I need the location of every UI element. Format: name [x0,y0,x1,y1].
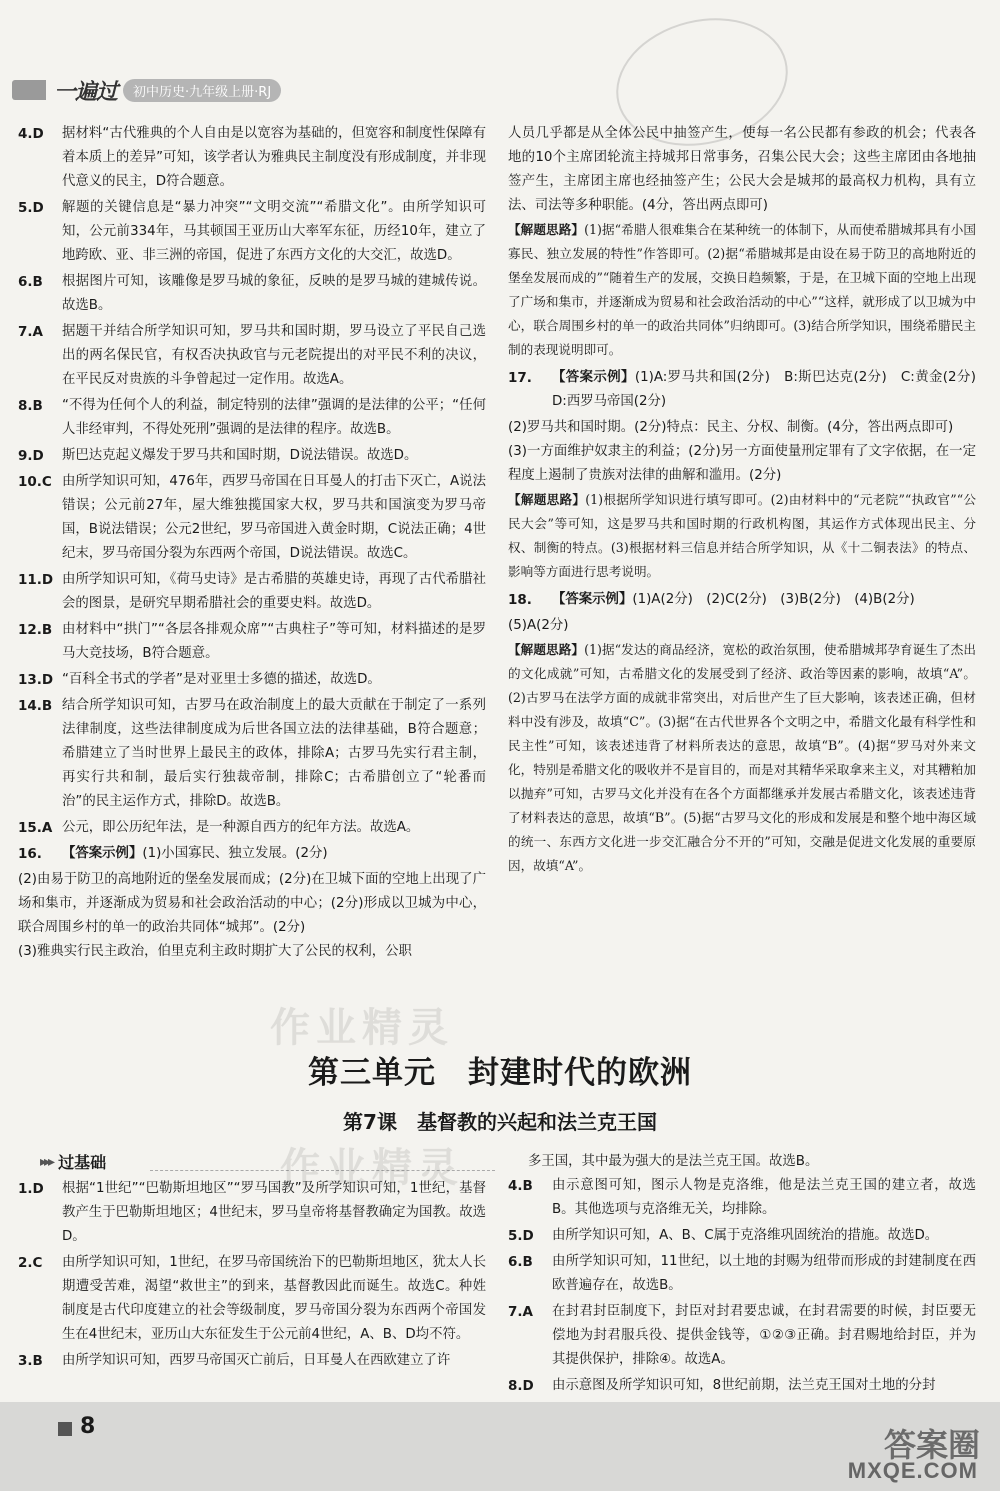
item-text [62,842,486,866]
answer-item [18,694,486,814]
answer-item [18,668,486,692]
item-text: 根据“1世纪”“巴勒斯坦地区”“罗马国教”及所学知识可知，1世纪，基督教产生于巴勒斯坦地区；4世纪末，罗马皇帝将基督教确定为国教。故选D。 [62,1181,486,1244]
answer-item [18,444,486,468]
answer-text: (1)A(2分) (2)C(2分) (3)B(2分) (4)B(2分) [632,592,915,607]
answer-tag: 【答案示例】 [552,370,635,385]
analysis-tag: 【解题思路】 [508,642,585,657]
answer-item [18,270,486,318]
item-number: 2.C [18,1255,43,1271]
item-text: 由所学知识可知，《荷马史诗》是古希腊的英雄史诗，再现了古代希腊社会的图景，是研究早期希腊社会的重要史料。故选D。 [62,572,486,611]
answer-text: (1)小国寡民、独立发展。(2分) [142,846,328,861]
item-number: 8.B [18,398,43,414]
item-number: 18. [508,592,532,608]
lesson-title: 第7课 基督教的兴起和法兰克王国 [343,1110,657,1134]
answer-item [18,196,486,268]
item-text: 由示意图可知，图示人物是克洛维，他是法兰克王国的建立者，故选B。其他选项与克洛维无关，均排除。 [552,1178,976,1217]
item-text: 由所学知识可知，1世纪，在罗马帝国统治下的巴勒斯坦地区，犹太人长期遭受苦难，渴望“救世主”的到来，基督教因此而诞生。故选C。种姓制度是古代印度建立的社会等级制度，罗马帝国分裂为东西两个帝国发生在4世纪末，亚历山大东征发生于公元前4世纪，A、B、D均不符。 [62,1255,486,1342]
item-number: 8.D [508,1378,534,1394]
brand [12,78,281,105]
answer-item-18 [508,588,976,612]
subject-pill: 初中历史·九年级上册·RJ [123,79,281,102]
item-number: 7.A [508,1304,533,1320]
left-column [18,122,486,964]
item-number: 10.C [18,474,52,490]
answer-tag: 【答案示例】 [62,846,143,861]
item-text: “不得为任何个人的利益，制定特别的法律”强调的是法律的公平；“任何人非经审判，不得处死刑”强调的是法律的程序。故选B。 [62,398,486,437]
item-number: 15.A [18,820,53,836]
answer-item [18,1251,486,1347]
answer-18-part2: (5)A(2分) [508,618,569,633]
section-label: 过基础 [58,1153,107,1172]
answer-17-part3: (3)一方面维护奴隶主的利益；(2分)另一方面使量刑定罪有了文字依据，在一定程度上遏制了贵族对法律的曲解和滥用。(2分) [508,444,976,483]
item-number: 1.D [18,1181,44,1197]
unit-title: 第三单元 封建时代的欧洲 [308,1055,692,1091]
item-text: 公元，即公历纪年法，是一种源自西方的纪年方法。故选A。 [62,820,420,835]
section-header [40,1150,106,1173]
page-number: 8 [80,1414,96,1439]
bottom-left-column [18,1177,486,1375]
item-text: 由材料中“拱门”“各层各排观众席”“古典柱子”等可知，材料描述的是罗马大竞技场，B符合题意。 [62,622,486,661]
item-number: 7.A [18,324,43,340]
answer-16-part3: (3)雅典实行民主政治，伯里克利主政时期扩大了公民的权利，公职 [18,944,412,959]
answer-item [18,1349,486,1373]
watermark-logo: 答案圈 [883,1426,980,1464]
answer-item [508,1224,976,1248]
item-text: 根据图片可知，该雕像是罗马城的象征，反映的是罗马城的建城传说。故选B。 [62,274,486,313]
answer-item [18,618,486,666]
item-text: 在封君封臣制度下，封臣对封君要忠诚，在封君需要的时候，封臣要无偿地为封君服兵役、提供金钱等，①②③正确。封君赐地给封臣，并为其提供保护，排除④。故选A。 [552,1304,976,1367]
answer-tag: 【答案示例】 [552,592,633,607]
item-text [552,588,976,612]
brand-bar [12,80,46,100]
page-header [0,0,1000,104]
answer-item [18,122,486,194]
faint-watermark: 作业精灵 [280,1145,464,1191]
chevron-marks-icon: ▸▸▸ [40,1153,53,1170]
item-number: 4.B [508,1178,533,1194]
item-text: 据题干并结合所学知识可知，罗马共和国时期，罗马设立了平民自己选出的两名保民官，有权否决执政官与元老院提出的对平民不利的决议，在平民反对贵族的斗争曾起过一定作用。故选A。 [62,324,486,387]
item-number: 6.B [508,1254,533,1270]
analysis-text: (1)根据所学知识进行填写即可。(2)由材料中的“元老院”“执政官”“公民大会”等可知，这是罗马共和国时期的行政机构图，其运作方式体现出民主、分权、制衡的特点。(3)根据材料三信息并结合所学知识，从《十二铜表法》的特点、影响等方面进行思考说明。 [508,492,977,579]
answer-16-continued: 人员几乎都是从全体公民中抽签产生，使每一名公民都有参政的机会；代表各地的10个主席团轮流主持城邦日常事务，召集公民大会；这些主席团由各地抽签产生，主席团主席也经抽签产生；公民大会是城邦的最高权力机构，具有立法、司法等多种职能。(4分，答出两点即可) [508,126,976,213]
item-text: 据材料“古代雅典的个人自由是以宽容为基础的，但宽容和制度性保障有着本质上的差异”可知，该学者认为雅典民主制度没有形成制度，并非现代意义的民主，D符合题意。 [62,126,486,189]
bottom-right-column [508,1150,976,1400]
analysis-18 [508,638,976,878]
answer-item [508,1250,976,1298]
answer-item [18,320,486,392]
answer-item [18,816,486,840]
item-text: 由示意图及所学知识可知，8世纪前期，法兰克王国对土地的分封 [552,1378,936,1393]
answer-item [508,1174,976,1222]
faint-watermark: 作业精灵 [270,1005,454,1051]
analysis-17 [508,488,976,584]
item-number: 5.D [18,200,44,216]
analysis-tag: 【解题思路】 [508,492,586,507]
right-column [508,122,990,878]
analysis-tag: 【解题思路】 [508,222,585,237]
answer-item [18,568,486,616]
answer-item [18,470,486,566]
page-square-icon [58,1422,72,1436]
analysis-text: (1)据“发达的商品经济，宽松的政治氛围，使希腊城邦孕育诞生了杰出的文化成就”可知，古希腊文化的发展受到了经济、政治等因素的影响，故填“A”。(2)古罗马在法学方面的成就非常突出，对后世产生了巨大影响，该表述正确，但材料中没有涉及，故填“C”。(3)据“在古代世界各个文明之中，希腊文化最有科学性和民主性”可知，该表述违背了材料所表达的意思，故填“B”。(4)据“罗马对外来文化，特别是希腊文化的吸收并不是盲目的，而是对其精华采取拿来主义，对其糟粕加以抛弃”可知，古罗马文化并没有在各个方面都继承并发展古希腊文化，该表述违背了材料表达的意思，故填“B”。(5)据“古罗马文化的形成和发展是和整个地中海区域的统一、东西方文化进一步交汇融合分不开的”可知，交融是促进文化发展的重要原因，故填“A”。 [508,642,977,873]
item-text: 解题的关键信息是“暴力冲突”“文明交流”“希腊文化”。由所学知识可知，公元前334年，马其顿国王亚历山大率军东征，历经10年，建立了地跨欧、亚、非三洲的帝国，促进了东西方文化的大交汇，故选D。 [62,200,486,263]
answer-item [18,1177,486,1249]
item-number: 6.B [18,274,43,290]
answer-item [18,842,486,866]
item-number: 12.B [18,622,53,638]
answer-item [508,1300,976,1372]
answer-item [18,394,486,442]
item-text: 斯巴达克起义爆发于罗马共和国时期，D说法错误。故选D。 [62,448,418,463]
watermark-url: MXQE.COM [847,1458,978,1483]
answer-item [508,1374,976,1398]
answer-item-17 [508,366,990,414]
item-text: 由所学知识可知，A、B、C属于克洛维巩固统治的措施。故选D。 [552,1228,939,1243]
item-text [552,366,990,414]
item-number: 3.B [18,1353,43,1369]
item-number: 14.B [18,698,53,714]
item-text: 由所学知识可知，11世纪，以土地的封赐为纽带而形成的封建制度在西欧普遍存在，故选B。 [552,1254,976,1293]
answer-text: (1)A:罗马共和国(2分) B:斯巴达克(2分) C:黄金(2分) D:西罗马帝国(2分) [552,370,990,409]
item-number: 4.D [18,126,44,142]
item-text: 结合所学知识可知，古罗马在政治制度上的最大贡献在于制定了一系列法律制度，这些法律制度成为后世各国立法的法律基础，B符合题意；希腊建立了当时世界上最民主的政体，排除A；古罗马先实行君主制，再实行共和制，最后实行独裁帝制，排除C；古希腊创立了“轮番而治”的民主运作方式，排除D。故选B。 [62,698,486,809]
answer-16-part2: (2)由易于防卫的高地附近的堡垒发展而成；(2分)在卫城下面的空地上出现了广场和集市，并逐渐成为贸易和社会政治活动的中心；(2分)形成以卫城为中心，联合周围乡村的单一的政治共同体“城邦”。(2分) [18,872,486,935]
answer-3-continued: 多王国，其中最为强大的是法兰克王国。故选B。 [528,1154,819,1169]
item-number: 9.D [18,448,44,464]
item-number: 5.D [508,1228,534,1244]
item-text: 由所学知识可知，476年，西罗马帝国在日耳曼人的打击下灭亡，A说法错误；公元前27年，屋大维独揽国家大权，罗马共和国演变为罗马帝国，B说法错误；公元2世纪，罗马帝国进入黄金时期，C说法正确；4世纪末，罗马帝国分裂为东西两个帝国，D说法错误。故选C。 [62,474,486,561]
item-text: 由所学知识可知，西罗马帝国灭亡前后，日耳曼人在西欧建立了许 [62,1353,451,1368]
brand-logo: 一遍过 [54,78,118,105]
item-number: 13.D [18,672,54,688]
item-text: “百科全书式的学者”是对亚里士多德的描述，故选D。 [62,672,381,687]
answer-17-part2: (2)罗马共和国时期。(2分)特点：民主、分权、制衡。(4分，答出两点即可) [508,420,954,435]
item-number: 11.D [18,572,54,588]
item-number: 16. [18,846,42,862]
analysis-16 [508,218,976,362]
item-number: 17. [508,370,532,386]
analysis-text: (1)据“希腊人很难集合在某种统一的体制下，从而使希腊城邦具有小国寡民、独立发展的特性”作答即可。(2)据“希腊城邦是由设在易于防卫的高地附近的堡垒发展而成的”“随着生产的发展，交换日趋频繁，于是，在卫城下面的空地上出现了广场和集市，并逐渐成为贸易和社会政治活动的中心”“这样，就形成了以卫城为中心，联合周围乡村的单一的政治共同体”归纳即可。(3)结合所学知识，围绕希腊民主制的表现说明即可。 [508,222,977,357]
